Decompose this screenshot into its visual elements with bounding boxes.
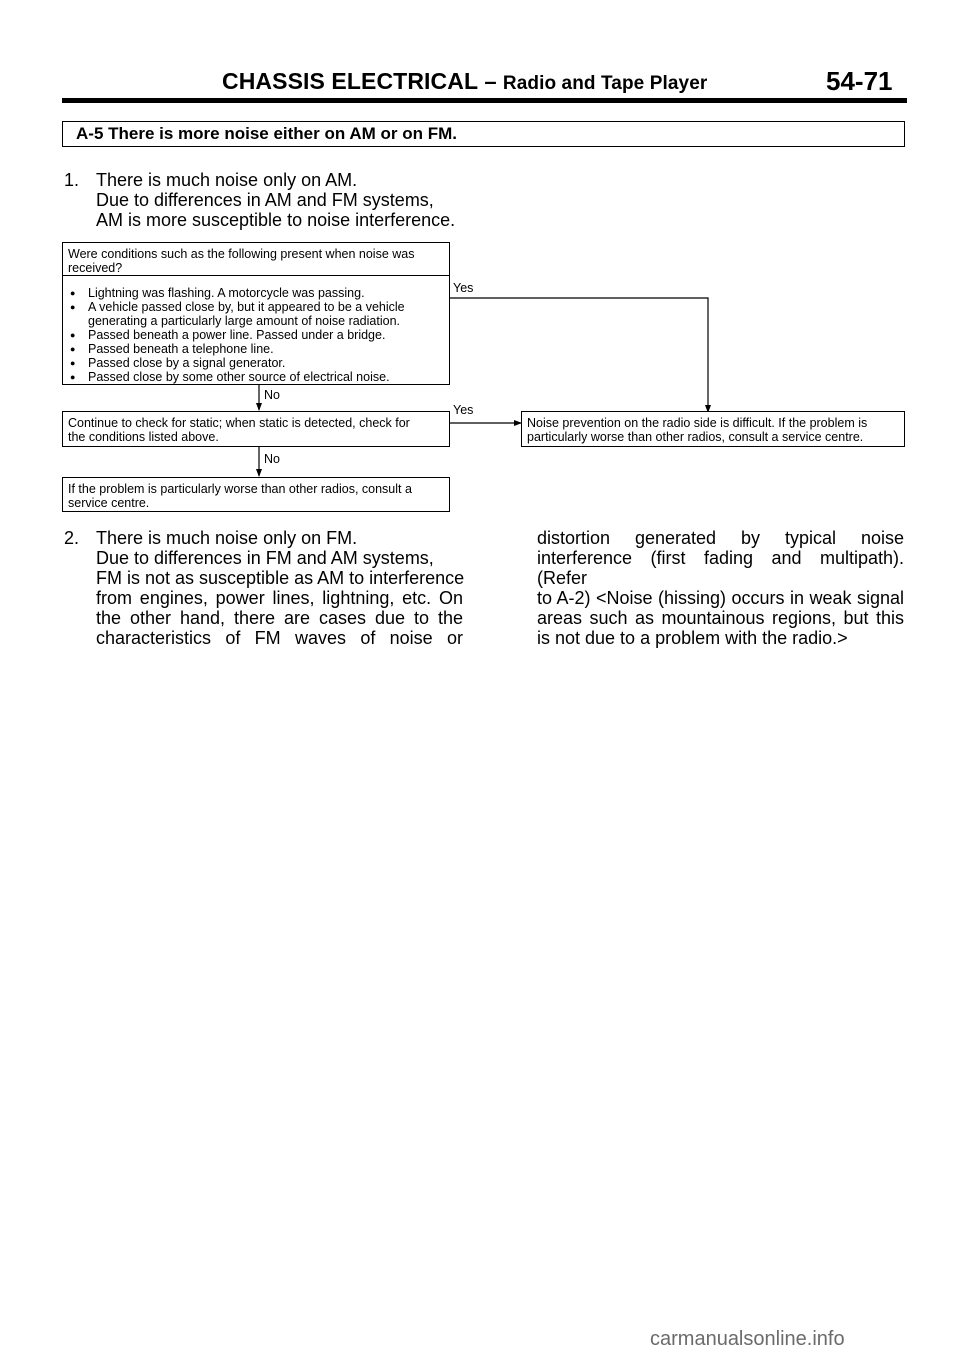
- item2-left-column: [96, 528, 463, 648]
- condition-item: ● Passed beneath a telephone line.: [68, 342, 449, 356]
- watermark: carmanualsonline.info: [650, 1328, 845, 1350]
- item2-right-line: distortion generated by typical noise: [537, 528, 904, 548]
- yes-label: Yes: [453, 281, 474, 295]
- item2-right-line: to A-2) <Noise (hissing) occurs in weak signal: [537, 588, 904, 608]
- condition-line: generating a particularly large amount of noise radiation.: [88, 314, 400, 328]
- condition-line: ● A vehicle passed close by, but it appeared to be a vehicle: [88, 300, 405, 314]
- section-subtitle: Radio and Tape Player: [502, 73, 708, 94]
- item2-right-line: areas such as mountainous regions, but this: [537, 608, 904, 628]
- item2-left-line: Due to differences in FM and AM systems,: [96, 548, 434, 568]
- condition-item: ● Passed beneath a power line. Passed under a bridge.: [68, 328, 449, 342]
- page-number: 54-71: [826, 66, 893, 96]
- question-box: [62, 242, 450, 276]
- item2-right-column: [537, 528, 904, 648]
- item1-number: 1.: [64, 170, 80, 190]
- item2-right-line: is not due to a problem with the radio.>: [537, 628, 848, 648]
- result-line: Noise prevention on the radio side is difficult. If the problem is: [527, 416, 868, 430]
- conditions-box: [62, 275, 450, 385]
- final-box: [62, 477, 450, 512]
- condition-item: [68, 300, 449, 328]
- item2-right-line: interference (first fading and multipath). (Refer: [537, 548, 904, 588]
- question-line: Were conditions such as the following present when noise was: [68, 247, 415, 261]
- no-label: No: [264, 388, 280, 402]
- final-line: service centre.: [68, 496, 150, 510]
- item2-number: 2.: [64, 528, 80, 548]
- result-line: particularly worse than other radios, consult a service centre.: [527, 430, 864, 444]
- condition-item: ● Passed close by some other source of electrical noise.: [68, 370, 449, 384]
- chapter-title: CHASSIS ELECTRICAL: [222, 68, 479, 94]
- item1-line: Due to differences in AM and FM systems,: [96, 190, 434, 210]
- continue-box: [62, 411, 450, 447]
- item2-left-line: FM is not as susceptible as AM to interference: [96, 568, 465, 588]
- item1-line: AM is more susceptible to noise interference.: [96, 210, 456, 230]
- item2-left-line: from engines, power lines, lightning, etc. On: [96, 588, 463, 608]
- conditions-list: [68, 286, 449, 384]
- yes-label: Yes: [453, 403, 474, 417]
- title-separator: –: [484, 69, 497, 94]
- item1-line: There is much noise only on AM.: [96, 170, 358, 190]
- question-line: received?: [68, 261, 123, 275]
- no-label: No: [264, 452, 280, 466]
- result-box: [521, 411, 905, 447]
- continue-line: the conditions listed above.: [68, 430, 219, 444]
- section-heading: A-5 There is more noise either on AM or on FM.: [76, 124, 457, 143]
- item2-left-line: There is much noise only on FM.: [96, 528, 358, 548]
- condition-item: ● Lightning was flashing. A motorcycle was passing.: [68, 286, 449, 300]
- item2-left-line: the other hand, there are cases due to the: [96, 608, 463, 628]
- continue-line: Continue to check for static; when static is detected, check for: [68, 416, 410, 430]
- condition-item: ● Passed close by a signal generator.: [68, 356, 449, 370]
- final-line: If the problem is particularly worse than other radios, consult a: [68, 482, 412, 496]
- item2-left-line: characteristics of FM waves of noise or: [96, 628, 463, 648]
- yes-connector-1: [449, 298, 708, 412]
